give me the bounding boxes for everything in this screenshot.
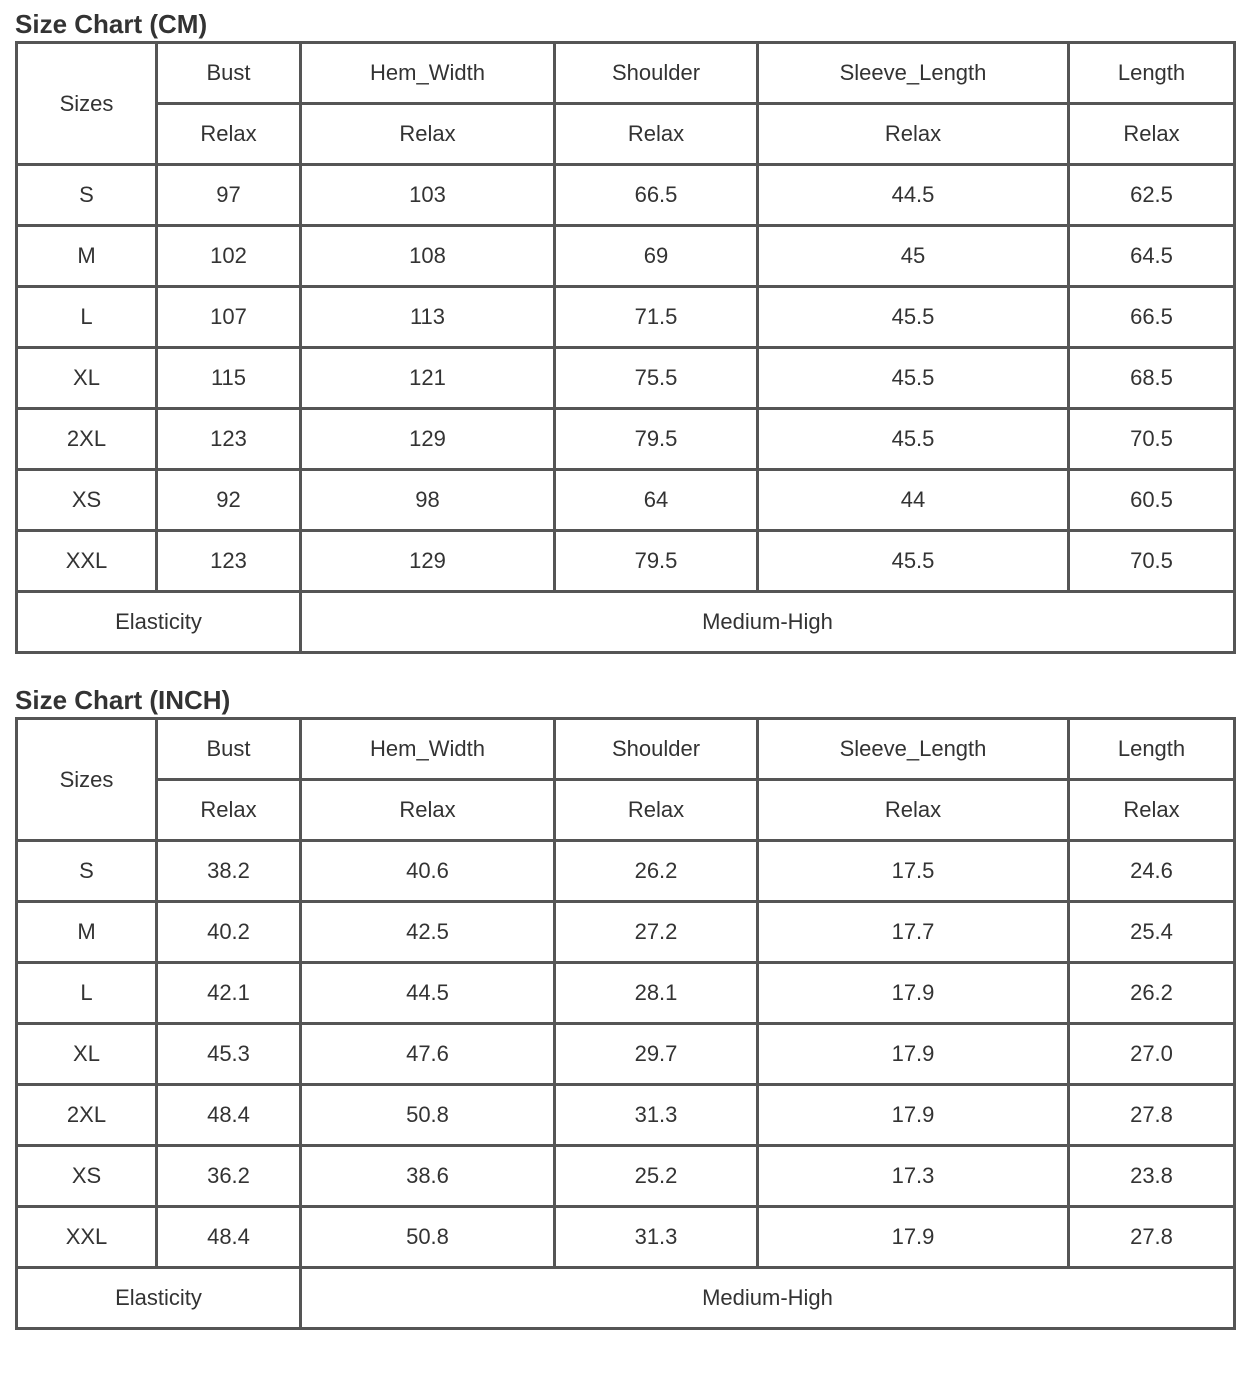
header-row bbox=[17, 719, 1235, 780]
table-cell: 113 bbox=[301, 287, 555, 348]
fit-row bbox=[17, 780, 1235, 841]
table-row bbox=[17, 1085, 1235, 1146]
table-row bbox=[17, 409, 1235, 470]
size-label: 2XL bbox=[17, 409, 157, 470]
table-row bbox=[17, 841, 1235, 902]
table-cell: 50.8 bbox=[301, 1085, 555, 1146]
table-cell: 25.2 bbox=[555, 1146, 758, 1207]
table-cell: 123 bbox=[157, 409, 301, 470]
table-cell: 102 bbox=[157, 226, 301, 287]
column-header-hem-width: Hem_Width bbox=[301, 43, 555, 104]
table-cell: 17.9 bbox=[758, 1085, 1069, 1146]
size-table bbox=[15, 41, 1236, 654]
column-header-bust: Bust bbox=[157, 43, 301, 104]
table-cell: 29.7 bbox=[555, 1024, 758, 1085]
chart-title: Size Chart (INCH) bbox=[15, 685, 231, 715]
table-cell: 70.5 bbox=[1069, 531, 1235, 592]
table-row bbox=[17, 1207, 1235, 1268]
table-cell: 62.5 bbox=[1069, 165, 1235, 226]
table-cell: 27.0 bbox=[1069, 1024, 1235, 1085]
table-cell: 26.2 bbox=[555, 841, 758, 902]
column-header-sleeve-length: Sleeve_Length bbox=[758, 43, 1069, 104]
table-cell: 42.1 bbox=[157, 963, 301, 1024]
table-cell: 25.4 bbox=[1069, 902, 1235, 963]
table-cell: 27.8 bbox=[1069, 1207, 1235, 1268]
table-row bbox=[17, 287, 1235, 348]
fit-cell: Relax bbox=[301, 780, 555, 841]
size-label: L bbox=[17, 963, 157, 1024]
size-label: M bbox=[17, 902, 157, 963]
table-cell: 17.9 bbox=[758, 1024, 1069, 1085]
table-cell: 64.5 bbox=[1069, 226, 1235, 287]
sizes-header: Sizes bbox=[17, 43, 157, 165]
table-cell: 68.5 bbox=[1069, 348, 1235, 409]
table-cell: 45.5 bbox=[758, 348, 1069, 409]
table-cell: 17.5 bbox=[758, 841, 1069, 902]
table-cell: 44.5 bbox=[301, 963, 555, 1024]
table-cell: 123 bbox=[157, 531, 301, 592]
table-cell: 45.3 bbox=[157, 1024, 301, 1085]
table-cell: 36.2 bbox=[157, 1146, 301, 1207]
table-row bbox=[17, 963, 1235, 1024]
table-cell: 48.4 bbox=[157, 1085, 301, 1146]
table-cell: 31.3 bbox=[555, 1085, 758, 1146]
elasticity-row bbox=[17, 1268, 1235, 1329]
table-cell: 28.1 bbox=[555, 963, 758, 1024]
table-cell: 103 bbox=[301, 165, 555, 226]
elasticity-value: Medium-High bbox=[301, 1268, 1235, 1329]
table-cell: 40.2 bbox=[157, 902, 301, 963]
fit-cell: Relax bbox=[555, 104, 758, 165]
table-row bbox=[17, 470, 1235, 531]
table-row bbox=[17, 531, 1235, 592]
elasticity-value: Medium-High bbox=[301, 592, 1235, 653]
table-cell: 66.5 bbox=[1069, 287, 1235, 348]
table-cell: 45 bbox=[758, 226, 1069, 287]
table-cell: 44 bbox=[758, 470, 1069, 531]
table-cell: 17.9 bbox=[758, 1207, 1069, 1268]
table-cell: 60.5 bbox=[1069, 470, 1235, 531]
table-cell: 129 bbox=[301, 531, 555, 592]
table-cell: 38.2 bbox=[157, 841, 301, 902]
table-cell: 17.7 bbox=[758, 902, 1069, 963]
fit-cell: Relax bbox=[758, 780, 1069, 841]
table-cell: 121 bbox=[301, 348, 555, 409]
table-cell: 40.6 bbox=[301, 841, 555, 902]
table-cell: 31.3 bbox=[555, 1207, 758, 1268]
column-header-length: Length bbox=[1069, 43, 1235, 104]
size-label: XL bbox=[17, 348, 157, 409]
table-cell: 97 bbox=[157, 165, 301, 226]
table-row bbox=[17, 902, 1235, 963]
table-cell: 17.9 bbox=[758, 963, 1069, 1024]
size-label: L bbox=[17, 287, 157, 348]
table-cell: 75.5 bbox=[555, 348, 758, 409]
table-cell: 26.2 bbox=[1069, 963, 1235, 1024]
size-label: 2XL bbox=[17, 1085, 157, 1146]
size-chart-inch bbox=[15, 682, 1235, 1330]
table-cell: 107 bbox=[157, 287, 301, 348]
size-label: XL bbox=[17, 1024, 157, 1085]
table-cell: 92 bbox=[157, 470, 301, 531]
table-cell: 66.5 bbox=[555, 165, 758, 226]
table-cell: 108 bbox=[301, 226, 555, 287]
elasticity-label: Elasticity bbox=[17, 1268, 301, 1329]
table-cell: 79.5 bbox=[555, 531, 758, 592]
table-row bbox=[17, 1024, 1235, 1085]
size-label: S bbox=[17, 165, 157, 226]
table-cell: 17.3 bbox=[758, 1146, 1069, 1207]
table-cell: 129 bbox=[301, 409, 555, 470]
size-table bbox=[15, 717, 1236, 1330]
table-cell: 27.8 bbox=[1069, 1085, 1235, 1146]
table-cell: 47.6 bbox=[301, 1024, 555, 1085]
table-cell: 45.5 bbox=[758, 409, 1069, 470]
size-label: XS bbox=[17, 1146, 157, 1207]
table-cell: 45.5 bbox=[758, 531, 1069, 592]
fit-cell: Relax bbox=[555, 780, 758, 841]
size-label: XXL bbox=[17, 1207, 157, 1268]
table-cell: 45.5 bbox=[758, 287, 1069, 348]
table-cell: 50.8 bbox=[301, 1207, 555, 1268]
table-row bbox=[17, 165, 1235, 226]
table-cell: 98 bbox=[301, 470, 555, 531]
table-cell: 64 bbox=[555, 470, 758, 531]
size-chart-cm bbox=[15, 6, 1235, 654]
elasticity-row bbox=[17, 592, 1235, 653]
column-header-shoulder: Shoulder bbox=[555, 43, 758, 104]
table-cell: 24.6 bbox=[1069, 841, 1235, 902]
table-cell: 38.6 bbox=[301, 1146, 555, 1207]
column-header-sleeve-length: Sleeve_Length bbox=[758, 719, 1069, 780]
table-cell: 44.5 bbox=[758, 165, 1069, 226]
table-cell: 48.4 bbox=[157, 1207, 301, 1268]
chart-title: Size Chart (CM) bbox=[15, 9, 208, 39]
table-cell: 71.5 bbox=[555, 287, 758, 348]
header-row bbox=[17, 43, 1235, 104]
column-header-bust: Bust bbox=[157, 719, 301, 780]
size-label: XXL bbox=[17, 531, 157, 592]
table-cell: 23.8 bbox=[1069, 1146, 1235, 1207]
table-cell: 115 bbox=[157, 348, 301, 409]
fit-row bbox=[17, 104, 1235, 165]
table-cell: 70.5 bbox=[1069, 409, 1235, 470]
table-cell: 69 bbox=[555, 226, 758, 287]
fit-cell: Relax bbox=[1069, 780, 1235, 841]
table-row bbox=[17, 348, 1235, 409]
column-header-shoulder: Shoulder bbox=[555, 719, 758, 780]
elasticity-label: Elasticity bbox=[17, 592, 301, 653]
size-label: S bbox=[17, 841, 157, 902]
table-cell: 27.2 bbox=[555, 902, 758, 963]
fit-cell: Relax bbox=[1069, 104, 1235, 165]
table-cell: 42.5 bbox=[301, 902, 555, 963]
fit-cell: Relax bbox=[157, 104, 301, 165]
column-header-length: Length bbox=[1069, 719, 1235, 780]
fit-cell: Relax bbox=[301, 104, 555, 165]
table-cell: 79.5 bbox=[555, 409, 758, 470]
size-label: XS bbox=[17, 470, 157, 531]
table-row bbox=[17, 226, 1235, 287]
table-row bbox=[17, 1146, 1235, 1207]
fit-cell: Relax bbox=[758, 104, 1069, 165]
sizes-header: Sizes bbox=[17, 719, 157, 841]
size-label: M bbox=[17, 226, 157, 287]
column-header-hem-width: Hem_Width bbox=[301, 719, 555, 780]
fit-cell: Relax bbox=[157, 780, 301, 841]
